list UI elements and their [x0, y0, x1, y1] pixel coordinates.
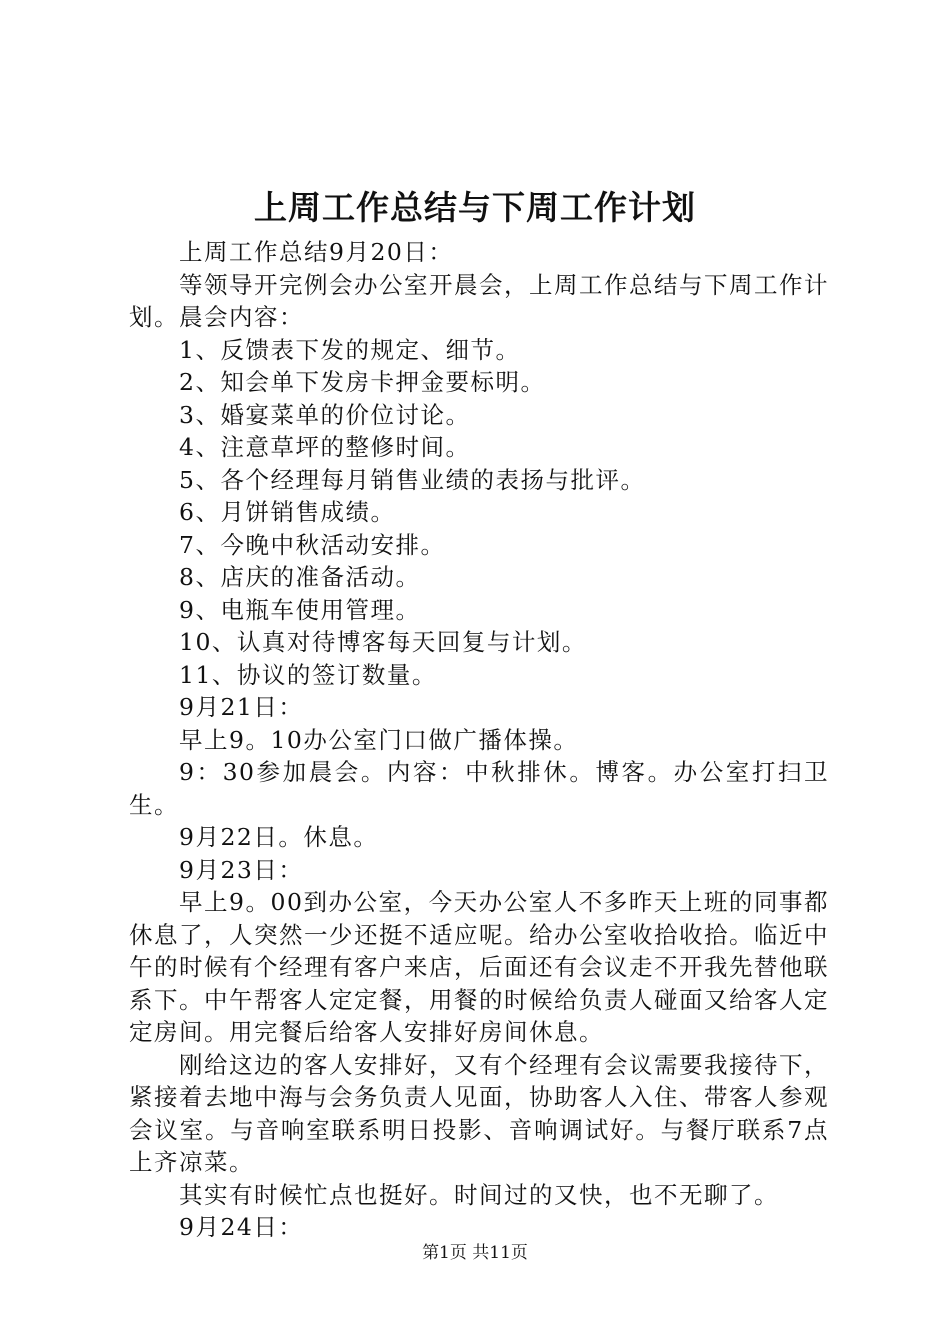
list-item: 2、知会单下发房卡押金要标明。	[179, 368, 546, 396]
page-footer: 第1页 共11页	[422, 1243, 528, 1263]
paragraph: 上周工作总结9月20日：	[179, 238, 454, 266]
list-item: 8、店庆的准备活动。	[179, 563, 421, 591]
list-item: 11、协议的签订数量。	[179, 660, 437, 689]
list-item: 7、今晚中秋活动安排。	[179, 530, 446, 559]
paragraph: 早上9。00到办公室，今天办公室人不多昨天上班的同事都休息了，人突然一少还挺不适应呢。给办公室收拾收拾。临近中午的时候有个经理有客户来店，后面还有会议走不开我先替他联系下。中午帮客人定定餐，用餐的时候给负责人碰面又给客人定定房间。用完餐后给客人安排好房间休息。	[129, 888, 829, 1046]
paragraph: 等领导开完例会办公室开晨会，上周工作总结与下周工作计划。晨会内容：	[129, 270, 829, 331]
paragraph: 早上9。10办公室门口做广播体操。	[179, 725, 579, 754]
paragraph: 9：30参加晨会。内容：中秋排休。博客。办公室打扫卫生。	[129, 758, 829, 819]
document-title: 上周工作总结与下周工作计划	[254, 188, 696, 227]
list-item: 10、认真对待博客每天回复与计划。	[179, 628, 587, 656]
list-item: 1、反馈表下发的规定、细节。	[179, 335, 521, 364]
paragraph: 刚给这边的客人安排好，又有个经理有会议需要我接待下，紧接着去地中海与会务负责人见面，协助客人入住、带客人参观会议室。与音响室联系明日投影、音响调试好。与餐厅联系7点上齐凉菜。	[129, 1050, 829, 1176]
list-item: 9、电瓶车使用管理。	[179, 595, 421, 624]
date-heading: 9月24日：	[179, 1213, 304, 1241]
list-item: 4、注意草坪的整修时间。	[179, 433, 471, 461]
document-body	[129, 236, 829, 1244]
list-item: 6、月饼销售成绩。	[179, 498, 396, 526]
list-item: 3、婚宴菜单的价位讨论。	[179, 400, 471, 429]
date-heading: 9月21日：	[179, 693, 304, 721]
date-heading: 9月22日。休息。	[179, 823, 379, 851]
date-heading: 9月23日：	[179, 855, 304, 884]
list-item: 5、各个经理每月销售业绩的表扬与批评。	[179, 465, 646, 494]
paragraph: 其实有时候忙点也挺好。时间过的又快，也不无聊了。	[179, 1180, 779, 1209]
